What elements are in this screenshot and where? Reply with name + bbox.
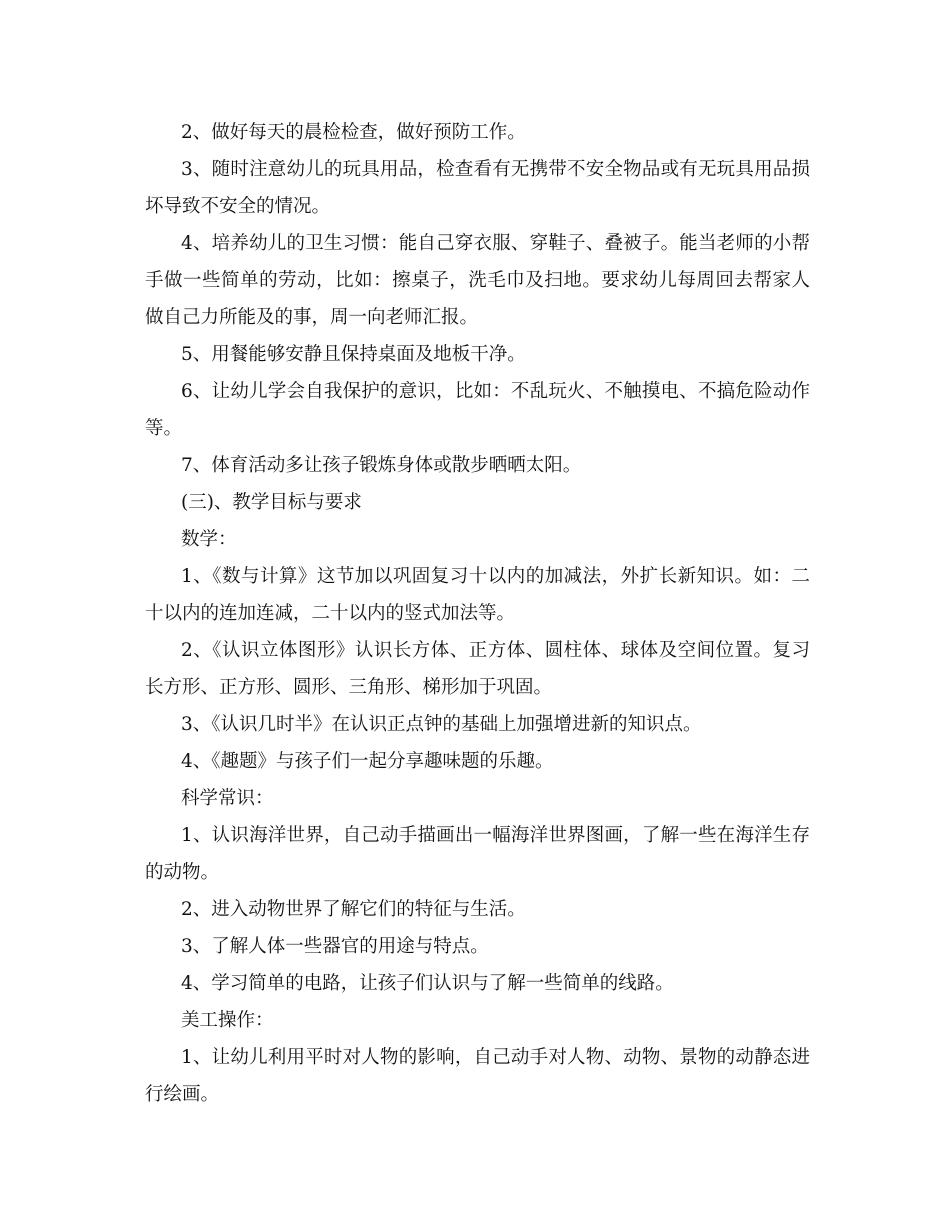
paragraph: 1、认识海洋世界，自己动手描画出一幅海洋世界图画，了解一些在海洋生存的动物。	[145, 825, 810, 883]
subject-heading-art: 美工操作：	[181, 1010, 274, 1031]
paragraph: 4、培养幼儿的卫生习惯：能自己穿衣服、穿鞋子、叠被子。能当老师的小帮手做一些简单的劳动，比如：擦桌子，洗毛巾及扫地。要求幼儿每周回去帮家人做自己力所能及的事，周一向老师汇报。	[145, 233, 810, 328]
paragraph: 1、《数与计算》这节加以巩固复习十以内的加减法，外扩长新知识。如：二十以内的连加连减，二十以内的竖式加法等。	[145, 566, 810, 624]
paragraph: 4、学习简单的电路，让孩子们认识与了解一些简单的线路。	[181, 973, 674, 994]
paragraph: 2、《认识立体图形》认识长方体、正方体、圆柱体、球体及空间位置。复习长方形、正方形、圆形、三角形、梯形加于巩固。	[145, 640, 810, 698]
paragraph: 3、随时注意幼儿的玩具用品，检查看有无携带不安全物品或有无玩具用品损坏导致不安全的情况。	[145, 159, 810, 217]
paragraph: 3、《认识几时半》在认识正点钟的基础上加强增进新的知识点。	[181, 714, 702, 735]
subject-heading-science: 科学常识：	[181, 788, 274, 809]
paragraph: 3、了解人体一些器官的用途与特点。	[181, 936, 489, 957]
paragraph: 7、体育活动多让孩子锻炼身体或散步晒晒太阳。	[181, 455, 582, 476]
paragraph: 2、做好每天的晨检检查，做好预防工作。	[181, 122, 526, 143]
section-heading: (三)、教学目标与要求	[181, 492, 362, 513]
document-body	[145, 114, 810, 1113]
paragraph: 4、《趣题》与孩子们一起分享趣味题的乐趣。	[181, 751, 554, 772]
paragraph: 1、让幼儿利用平时对人物的影响，自己动手对人物、动物、景物的动静态进行绘画。	[145, 1047, 810, 1105]
paragraph: 2、进入动物世界了解它们的特征与生活。	[181, 899, 526, 920]
subject-heading-math: 数学：	[181, 529, 237, 550]
paragraph: 5、用餐能够安静且保持桌面及地板干净。	[181, 344, 526, 365]
paragraph: 6、让幼儿学会自我保护的意识，比如：不乱玩火、不触摸电、不搞危险动作等。	[145, 381, 810, 439]
